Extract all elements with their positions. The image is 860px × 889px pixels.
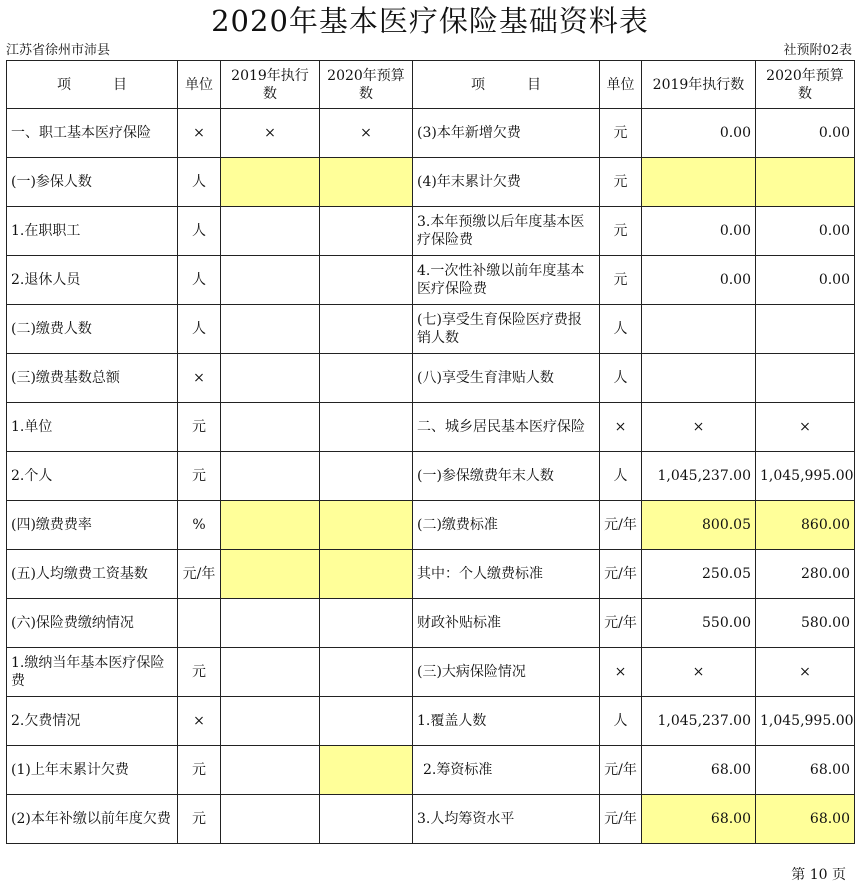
data-table bbox=[6, 60, 855, 844]
cell-2020-left bbox=[320, 305, 413, 354]
header-unit-left: 单位 bbox=[178, 61, 221, 109]
cell-2020-left bbox=[320, 746, 413, 795]
table-row bbox=[7, 256, 855, 305]
cell-item-right: 其中：个人缴费标准 bbox=[413, 550, 600, 599]
cell-unit-right: 元/年 bbox=[600, 795, 642, 844]
cell-unit-right: 元 bbox=[600, 158, 642, 207]
cell-2019-left bbox=[221, 697, 320, 746]
cell-item-left: 一、职工基本医疗保险 bbox=[7, 109, 178, 158]
cell-unit-right: 人 bbox=[600, 354, 642, 403]
cell-2019-right: 68.00 bbox=[642, 746, 756, 795]
cell-2019-left: × bbox=[221, 109, 320, 158]
cell-unit-left: × bbox=[178, 109, 221, 158]
cell-2019-right: 1,045,237.00 bbox=[642, 697, 756, 746]
cell-2019-right bbox=[642, 305, 756, 354]
cell-2020-right: 580.00 bbox=[756, 599, 855, 648]
form-code-label: 社预附02表 bbox=[783, 43, 852, 58]
cell-2019-right: 0.00 bbox=[642, 207, 756, 256]
cell-2020-left bbox=[320, 697, 413, 746]
cell-2020-right bbox=[756, 305, 855, 354]
page-number: 第 10 页 bbox=[791, 867, 846, 883]
table-row bbox=[7, 403, 855, 452]
cell-2019-left bbox=[221, 795, 320, 844]
cell-2019-left bbox=[221, 403, 320, 452]
cell-2020-left bbox=[320, 648, 413, 697]
cell-2019-right bbox=[642, 354, 756, 403]
cell-item-left: (1)上年末累计欠费 bbox=[7, 746, 178, 795]
cell-item-left: (五)人均缴费工资基数 bbox=[7, 550, 178, 599]
table-row bbox=[7, 158, 855, 207]
cell-unit-left: 元 bbox=[178, 746, 221, 795]
cell-unit-left: 元 bbox=[178, 648, 221, 697]
cell-2020-left bbox=[320, 452, 413, 501]
cell-2020-left bbox=[320, 795, 413, 844]
cell-unit-left: % bbox=[178, 501, 221, 550]
cell-item-right: (4)年末累计欠费 bbox=[413, 158, 600, 207]
cell-2020-right bbox=[756, 354, 855, 403]
cell-unit-left: 元 bbox=[178, 452, 221, 501]
cell-2020-left bbox=[320, 550, 413, 599]
cell-item-right: 2.筹资标准 bbox=[413, 746, 600, 795]
cell-unit-right: 元 bbox=[600, 256, 642, 305]
cell-item-right: (二)缴费标准 bbox=[413, 501, 600, 550]
cell-item-right: (八)享受生育津贴人数 bbox=[413, 354, 600, 403]
cell-2019-right: 800.05 bbox=[642, 501, 756, 550]
cell-2019-left bbox=[221, 550, 320, 599]
cell-2019-right: 1,045,237.00 bbox=[642, 452, 756, 501]
cell-item-right: (三)大病保险情况 bbox=[413, 648, 600, 697]
cell-2020-right: 68.00 bbox=[756, 795, 855, 844]
cell-2019-right: × bbox=[642, 648, 756, 697]
cell-2020-left bbox=[320, 599, 413, 648]
cell-2019-left bbox=[221, 746, 320, 795]
cell-2020-right: 68.00 bbox=[756, 746, 855, 795]
header-2019-right: 2019年执行数 bbox=[642, 61, 756, 109]
cell-unit-left: 人 bbox=[178, 207, 221, 256]
cell-item-left: (2)本年补缴以前年度欠费 bbox=[7, 795, 178, 844]
cell-unit-right: 元/年 bbox=[600, 599, 642, 648]
cell-2019-left bbox=[221, 452, 320, 501]
cell-item-right: 3.本年预缴以后年度基本医疗保险费 bbox=[413, 207, 600, 256]
table-row bbox=[7, 648, 855, 697]
table-row bbox=[7, 501, 855, 550]
cell-2020-right: × bbox=[756, 648, 855, 697]
cell-2019-right: 550.00 bbox=[642, 599, 756, 648]
header-2020-right: 2020年预算数 bbox=[756, 61, 855, 109]
cell-2020-right: × bbox=[756, 403, 855, 452]
cell-item-left: 2.欠费情况 bbox=[7, 697, 178, 746]
cell-item-left: (四)缴费费率 bbox=[7, 501, 178, 550]
table-row bbox=[7, 795, 855, 844]
cell-unit-left: × bbox=[178, 354, 221, 403]
cell-2019-right: 250.05 bbox=[642, 550, 756, 599]
cell-2020-left bbox=[320, 158, 413, 207]
cell-2019-left bbox=[221, 158, 320, 207]
table-row bbox=[7, 354, 855, 403]
header-item-right: 项 目 bbox=[413, 61, 600, 109]
header-row bbox=[7, 61, 855, 109]
cell-unit-left: 人 bbox=[178, 158, 221, 207]
cell-2019-right: × bbox=[642, 403, 756, 452]
cell-2020-right bbox=[756, 158, 855, 207]
cell-unit-right: 元 bbox=[600, 109, 642, 158]
table-row bbox=[7, 697, 855, 746]
cell-2020-right: 280.00 bbox=[756, 550, 855, 599]
cell-2020-right: 0.00 bbox=[756, 256, 855, 305]
cell-2020-left bbox=[320, 501, 413, 550]
table-row bbox=[7, 207, 855, 256]
cell-unit-left: × bbox=[178, 697, 221, 746]
cell-unit-right: 人 bbox=[600, 452, 642, 501]
cell-item-right: (七)享受生育保险医疗费报销人数 bbox=[413, 305, 600, 354]
cell-2020-right: 1,045,995.00 bbox=[756, 697, 855, 746]
cell-2020-right: 1,045,995.00 bbox=[756, 452, 855, 501]
cell-unit-left: 元 bbox=[178, 795, 221, 844]
page-title: 2020年基本医疗保险基础资料表 bbox=[211, 4, 649, 38]
cell-2019-right: 68.00 bbox=[642, 795, 756, 844]
cell-item-right: 3.人均筹资水平 bbox=[413, 795, 600, 844]
cell-item-right: 1.覆盖人数 bbox=[413, 697, 600, 746]
cell-unit-right: 元/年 bbox=[600, 550, 642, 599]
cell-item-left: 2.个人 bbox=[7, 452, 178, 501]
cell-item-right: (3)本年新增欠费 bbox=[413, 109, 600, 158]
cell-item-left: (六)保险费缴纳情况 bbox=[7, 599, 178, 648]
table-row bbox=[7, 109, 855, 158]
cell-unit-right: 元 bbox=[600, 207, 642, 256]
header-item-left: 项 目 bbox=[7, 61, 178, 109]
cell-unit-left: 元 bbox=[178, 403, 221, 452]
cell-item-right: 4.一次性补缴以前年度基本医疗保险费 bbox=[413, 256, 600, 305]
table-row bbox=[7, 746, 855, 795]
cell-unit-right: 人 bbox=[600, 305, 642, 354]
cell-2019-left bbox=[221, 256, 320, 305]
cell-2020-left: × bbox=[320, 109, 413, 158]
cell-2020-left bbox=[320, 256, 413, 305]
cell-2019-right: 0.00 bbox=[642, 109, 756, 158]
cell-2020-left bbox=[320, 403, 413, 452]
cell-item-right: 财政补贴标准 bbox=[413, 599, 600, 648]
cell-2019-left bbox=[221, 599, 320, 648]
table-row bbox=[7, 550, 855, 599]
cell-unit-right: 元/年 bbox=[600, 501, 642, 550]
cell-unit-right: × bbox=[600, 648, 642, 697]
cell-item-left: (一)参保人数 bbox=[7, 158, 178, 207]
cell-2019-left bbox=[221, 354, 320, 403]
table-row bbox=[7, 599, 855, 648]
cell-unit-right: 人 bbox=[600, 697, 642, 746]
cell-item-right: (一)参保缴费年末人数 bbox=[413, 452, 600, 501]
cell-unit-left: 人 bbox=[178, 256, 221, 305]
cell-2019-left bbox=[221, 501, 320, 550]
cell-unit-left bbox=[178, 599, 221, 648]
cell-2019-right: 0.00 bbox=[642, 256, 756, 305]
cell-unit-left: 元/年 bbox=[178, 550, 221, 599]
cell-2019-left bbox=[221, 207, 320, 256]
cell-2020-right: 0.00 bbox=[756, 109, 855, 158]
header-2019-left: 2019年执行数 bbox=[221, 61, 320, 109]
cell-item-left: (三)缴费基数总额 bbox=[7, 354, 178, 403]
cell-2020-left bbox=[320, 354, 413, 403]
cell-2020-right: 0.00 bbox=[756, 207, 855, 256]
cell-2019-right bbox=[642, 158, 756, 207]
cell-item-left: 2.退休人员 bbox=[7, 256, 178, 305]
cell-2019-left bbox=[221, 305, 320, 354]
region-label: 江苏省徐州市沛县 bbox=[6, 43, 111, 58]
cell-item-left: 1.单位 bbox=[7, 403, 178, 452]
cell-unit-left: 人 bbox=[178, 305, 221, 354]
cell-2020-right: 860.00 bbox=[756, 501, 855, 550]
cell-2019-left bbox=[221, 648, 320, 697]
table-row bbox=[7, 305, 855, 354]
header-unit-right: 单位 bbox=[600, 61, 642, 109]
cell-unit-right: 元/年 bbox=[600, 746, 642, 795]
cell-item-left: (二)缴费人数 bbox=[7, 305, 178, 354]
table-row bbox=[7, 452, 855, 501]
header-2020-left: 2020年预算数 bbox=[320, 61, 413, 109]
cell-unit-right: × bbox=[600, 403, 642, 452]
cell-item-left: 1.缴纳当年基本医疗保险费 bbox=[7, 648, 178, 697]
cell-item-left: 1.在职职工 bbox=[7, 207, 178, 256]
cell-item-right: 二、城乡居民基本医疗保险 bbox=[413, 403, 600, 452]
cell-2020-left bbox=[320, 207, 413, 256]
